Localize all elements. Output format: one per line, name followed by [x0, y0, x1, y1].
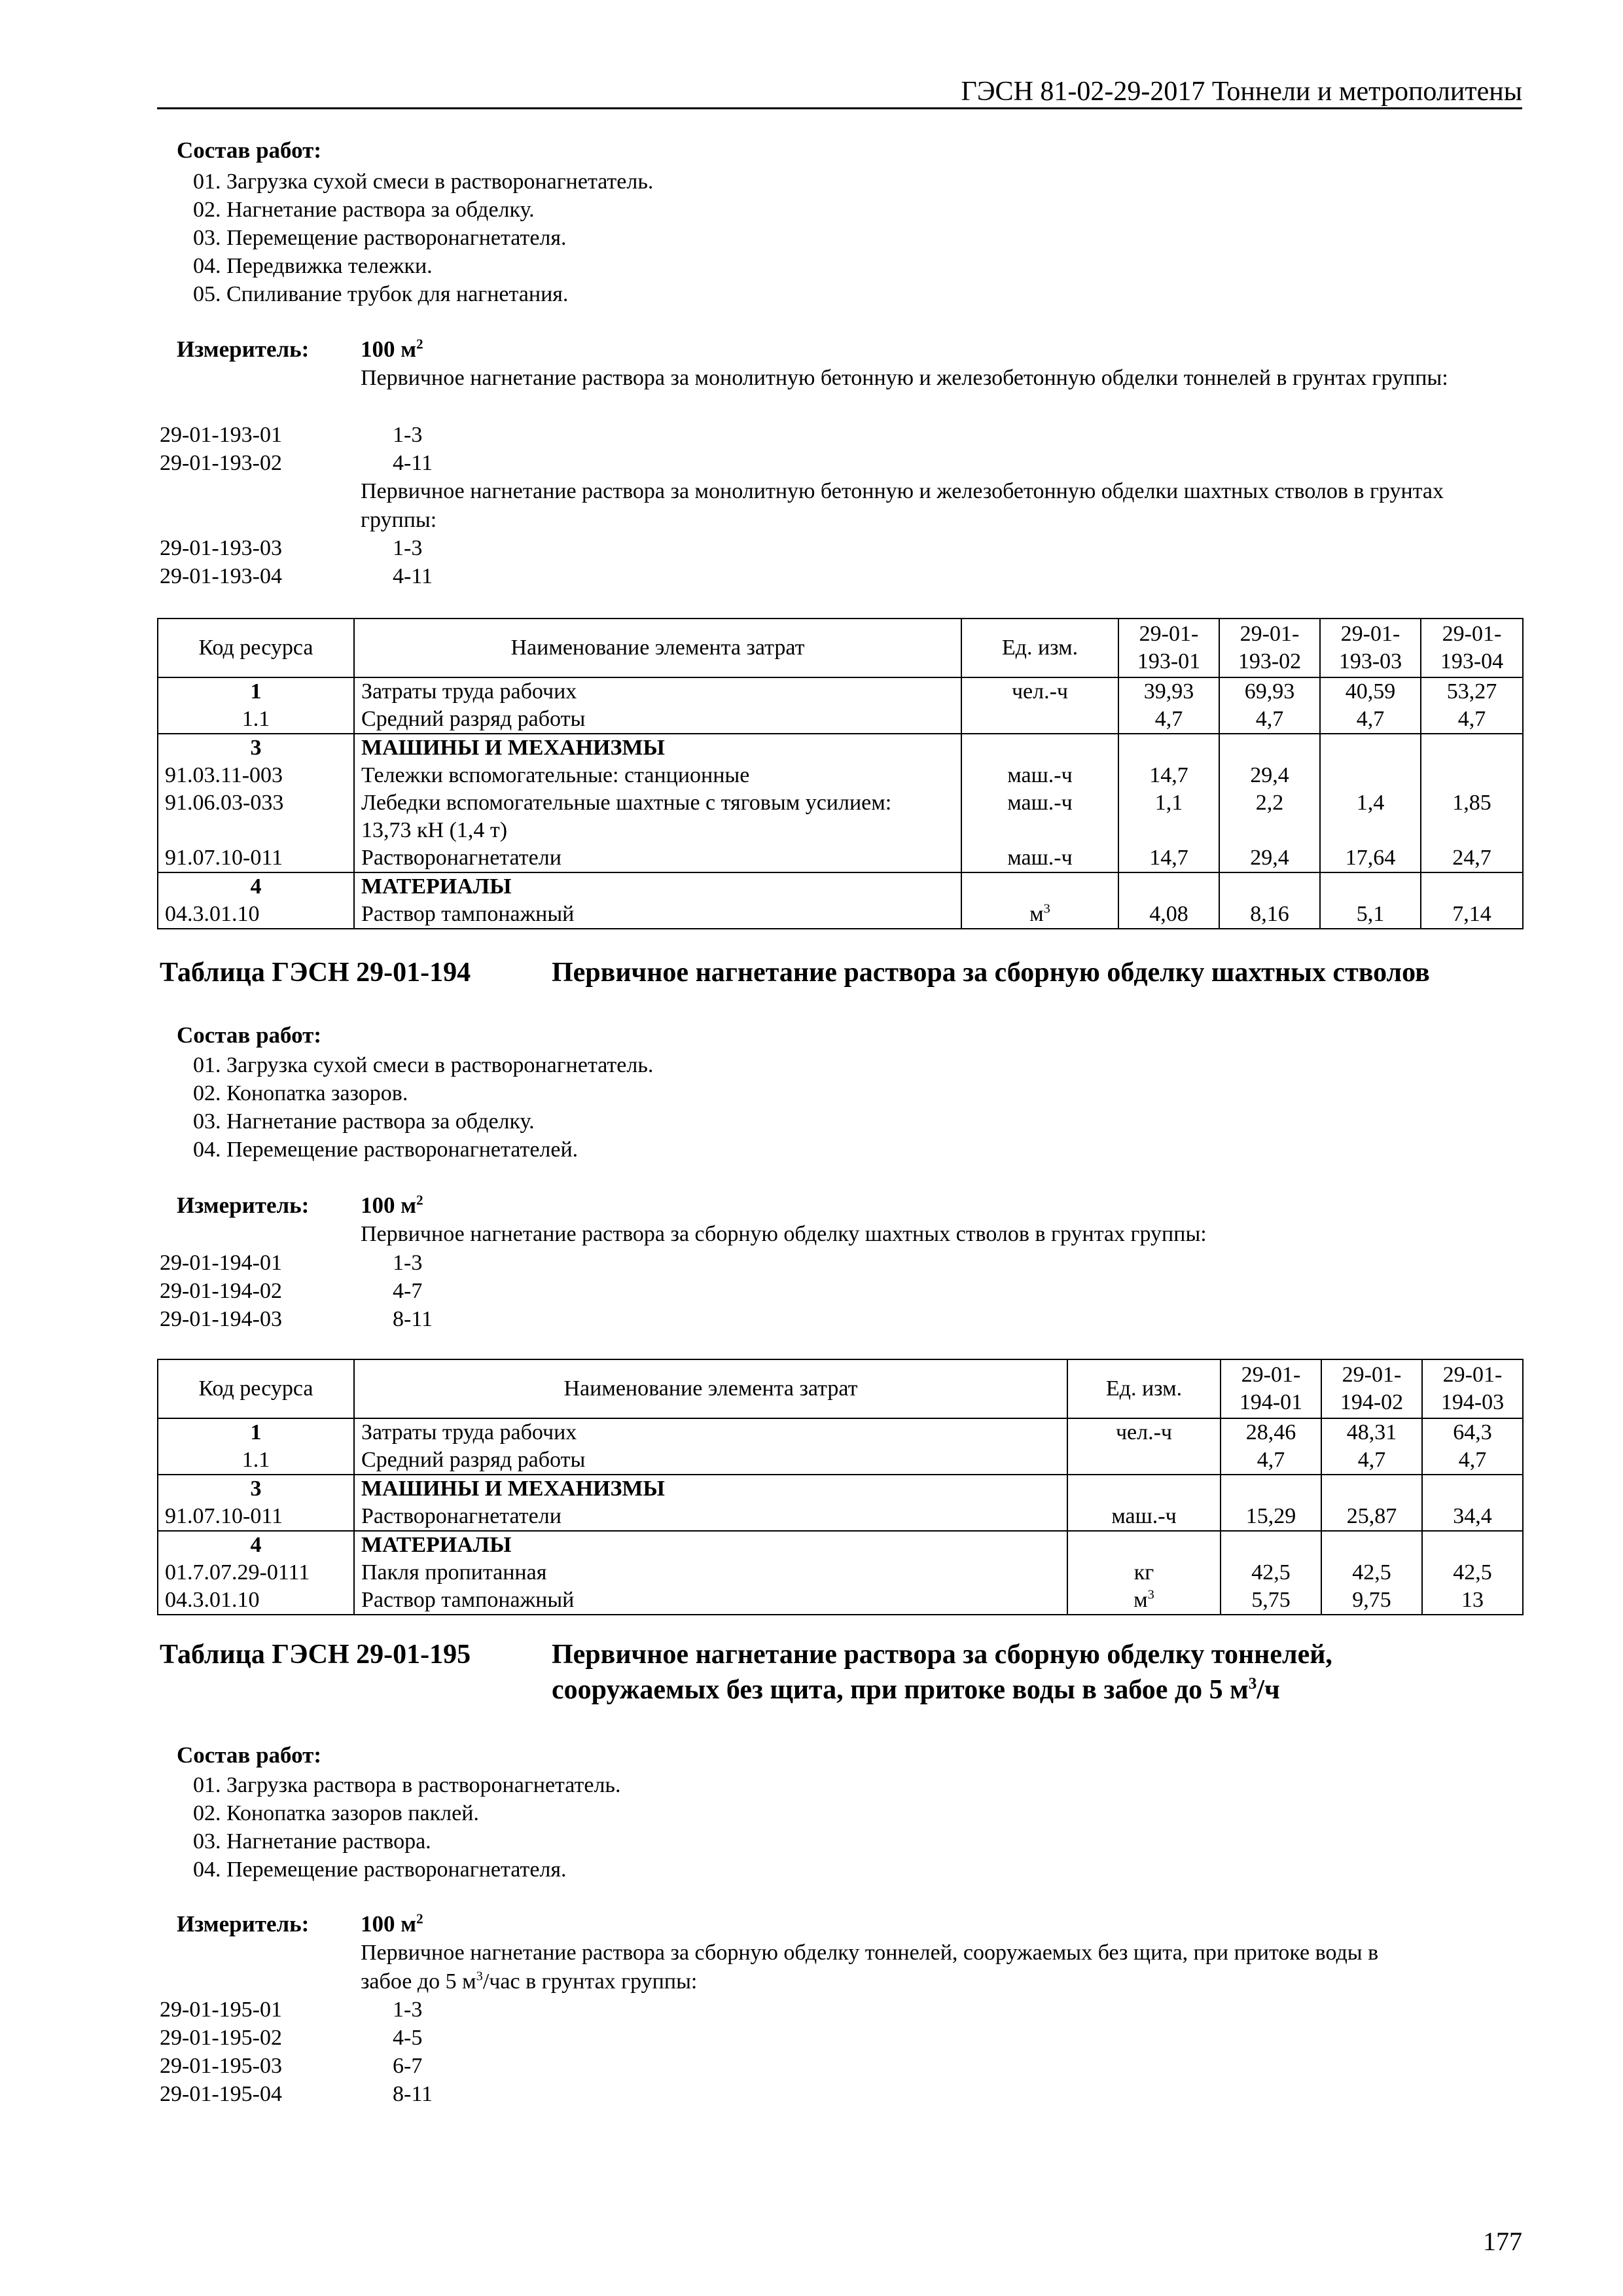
- soil-group: 1-3: [393, 1998, 423, 2022]
- measure-label: Измеритель:: [177, 336, 310, 362]
- work-item: 02. Конопатка зазоров.: [193, 1081, 408, 1105]
- soil-group: 4-5: [393, 2026, 423, 2050]
- table-row: 3 МАШИНЫ И МЕХАНИЗМЫ: [158, 734, 1523, 762]
- soil-group: 1-3: [393, 423, 423, 447]
- header-col: 29-01- 193-01: [1118, 619, 1219, 677]
- soil-group: 8-11: [393, 2082, 433, 2106]
- soil-group: 4-11: [393, 564, 433, 588]
- soil-group: 1-3: [393, 1251, 423, 1275]
- measure-label: Измеритель:: [177, 1911, 310, 1937]
- measure-description: Первичное нагнетание раствора за сборную обделку шахтных стволов в грунтах группы:: [361, 1222, 1207, 1246]
- header-col: 29-01- 194-02: [1321, 1359, 1422, 1418]
- work-item: 01. Загрузка сухой смеси в растворонагнетатель.: [193, 1053, 654, 1077]
- header-col: 29-01- 194-01: [1221, 1359, 1321, 1418]
- header-col: 29-01- 193-02: [1219, 619, 1320, 677]
- table-title: Первичное нагнетание раствора за сборную обделку шахтных стволов: [552, 958, 1430, 988]
- table-row: 91.07.10-011 Растворонагнетатели маш.-ч 14,7 29,4 17,64 24,7: [158, 844, 1523, 872]
- measure-description: Первичное нагнетание раствора за монолитную бетонную и железобетонную обделки тоннелей в грунтах группы:: [361, 366, 1448, 390]
- header-unit: Ед. изм.: [1067, 1359, 1221, 1418]
- norm-code: 29-01-195-04: [160, 2082, 282, 2106]
- work-item: 05. Спиливание трубок для нагнетания.: [193, 282, 569, 306]
- header-name: Наименование элемента затрат: [354, 1359, 1067, 1418]
- table-title: сооружаемых без щита, при притоке воды в забое до 5 $м^3/ч$: [552, 1675, 1280, 1705]
- work-item: 03. Перемещение растворонагнетателя.: [193, 226, 567, 250]
- table-row: 3 МАШИНЫ И МЕХАНИЗМЫ: [158, 1475, 1523, 1503]
- norm-code: 29-01-195-01: [160, 1998, 282, 2022]
- soil-group: 6-7: [393, 2054, 423, 2078]
- soil-group: 4-11: [393, 451, 433, 475]
- resource-table-194: [157, 1359, 1524, 1615]
- header-col: 29-01- 194-03: [1422, 1359, 1523, 1418]
- composition-label: Состав работ:: [177, 137, 321, 163]
- table-row: 1.1 Средний разряд работы 4,7 4,7 4,7: [158, 1446, 1523, 1475]
- header-code: Код ресурса: [158, 619, 354, 677]
- table-row: 1 Затраты труда рабочих чел.-ч 28,46 48,31 64,3: [158, 1418, 1523, 1446]
- soil-group: 4-7: [393, 1279, 423, 1303]
- running-header: ГЭСН 81-02-29-2017 Тоннели и метрополитены: [961, 77, 1522, 107]
- work-item: 03. Нагнетание раствора за обделку.: [193, 1109, 535, 1134]
- table-row: 4 МАТЕРИАЛЫ: [158, 872, 1523, 901]
- table-row: 91.06.03-033 Лебедки вспомогательные шахтные с тяговым усилием: 13,73 кН (1,4 т) маш.-ч 1,1 2,2 1,4 1,85: [158, 789, 1523, 844]
- header-col: 29-01- 193-04: [1421, 619, 1523, 677]
- table-row: 04.3.01.10 Раствор тампонажный $м^3$ 5,75 9,75 13: [158, 1587, 1523, 1615]
- soil-group: 8-11: [393, 1307, 433, 1331]
- measure-unit: 100 $м^2$: [361, 336, 423, 362]
- table-title-label: Таблица ГЭСН 29-01-195: [160, 1640, 471, 1670]
- work-item: 01. Загрузка раствора в растворонагнетатель.: [193, 1773, 621, 1797]
- work-item: 04. Перемещение растворонагнетателей.: [193, 1138, 579, 1162]
- measure-description: Первичное нагнетание раствора за сборную обделку тоннелей, сооружаемых без щита, при притоке воды в забое до 5 $м^3$/час в грунтах группы:: [361, 1941, 1379, 1994]
- norm-code: 29-01-194-03: [160, 1307, 282, 1331]
- measure-description: Первичное нагнетание раствора за монолитную бетонную и железобетонную обделки шахтных стволов в грунтах группы:: [361, 479, 1444, 532]
- measure-unit: 100 $м^2$: [361, 1910, 423, 1937]
- norm-code: 29-01-193-04: [160, 564, 282, 588]
- header-unit: Ед. изм.: [961, 619, 1118, 677]
- table-row: 01.7.07.29-0111 Пакля пропитанная кг 42,5 42,5 42,5: [158, 1559, 1523, 1587]
- norm-code: 29-01-194-01: [160, 1251, 282, 1275]
- norm-code: 29-01-195-02: [160, 2026, 282, 2050]
- table-title: Первичное нагнетание раствора за сборную обделку тоннелей,: [552, 1640, 1332, 1670]
- table-row: 4 МАТЕРИАЛЫ: [158, 1531, 1523, 1559]
- norm-code: 29-01-193-01: [160, 423, 282, 447]
- header-name: Наименование элемента затрат: [354, 619, 961, 677]
- norm-code: 29-01-194-02: [160, 1279, 282, 1303]
- work-item: 04. Передвижка тележки.: [193, 254, 433, 278]
- norm-code: 29-01-195-03: [160, 2054, 282, 2078]
- work-item: 01. Загрузка сухой смеси в растворонагнетатель.: [193, 170, 654, 194]
- header-rule: [157, 107, 1522, 109]
- composition-label: Состав работ:: [177, 1742, 321, 1768]
- resource-table-193: [157, 618, 1524, 929]
- table-row: 1.1 Средний разряд работы 4,7 4,7 4,7 4,7: [158, 706, 1523, 734]
- norm-code: 29-01-193-02: [160, 451, 282, 475]
- work-item: 02. Конопатка зазоров паклей.: [193, 1801, 479, 1825]
- table-row: 04.3.01.10 Раствор тампонажный $м^3$ 4,08 8,16 5,1 7,14: [158, 901, 1523, 929]
- header-col: 29-01- 193-03: [1320, 619, 1421, 677]
- measure-label: Измеритель:: [177, 1193, 310, 1218]
- table-row: 91.07.10-011 Растворонагнетатели маш.-ч 15,29 25,87 34,4: [158, 1503, 1523, 1531]
- norm-code: 29-01-193-03: [160, 536, 282, 560]
- work-item: 04. Перемещение растворонагнетателя.: [193, 1857, 567, 1882]
- work-item: 03. Нагнетание раствора.: [193, 1829, 431, 1854]
- measure-unit: 100 $м^2$: [361, 1192, 423, 1218]
- table-row: 1 Затраты труда рабочих чел.-ч 39,93 69,93 40,59 53,27: [158, 677, 1523, 706]
- soil-group: 1-3: [393, 536, 423, 560]
- header-code: Код ресурса: [158, 1359, 354, 1418]
- table-row: 91.03.11-003 Тележки вспомогательные: станционные маш.-ч 14,7 29,4: [158, 762, 1523, 789]
- table-title-label: Таблица ГЭСН 29-01-194: [160, 958, 471, 988]
- page-number: 177: [1483, 2227, 1522, 2256]
- work-item: 02. Нагнетание раствора за обделку.: [193, 198, 535, 222]
- composition-label: Состав работ:: [177, 1022, 321, 1048]
